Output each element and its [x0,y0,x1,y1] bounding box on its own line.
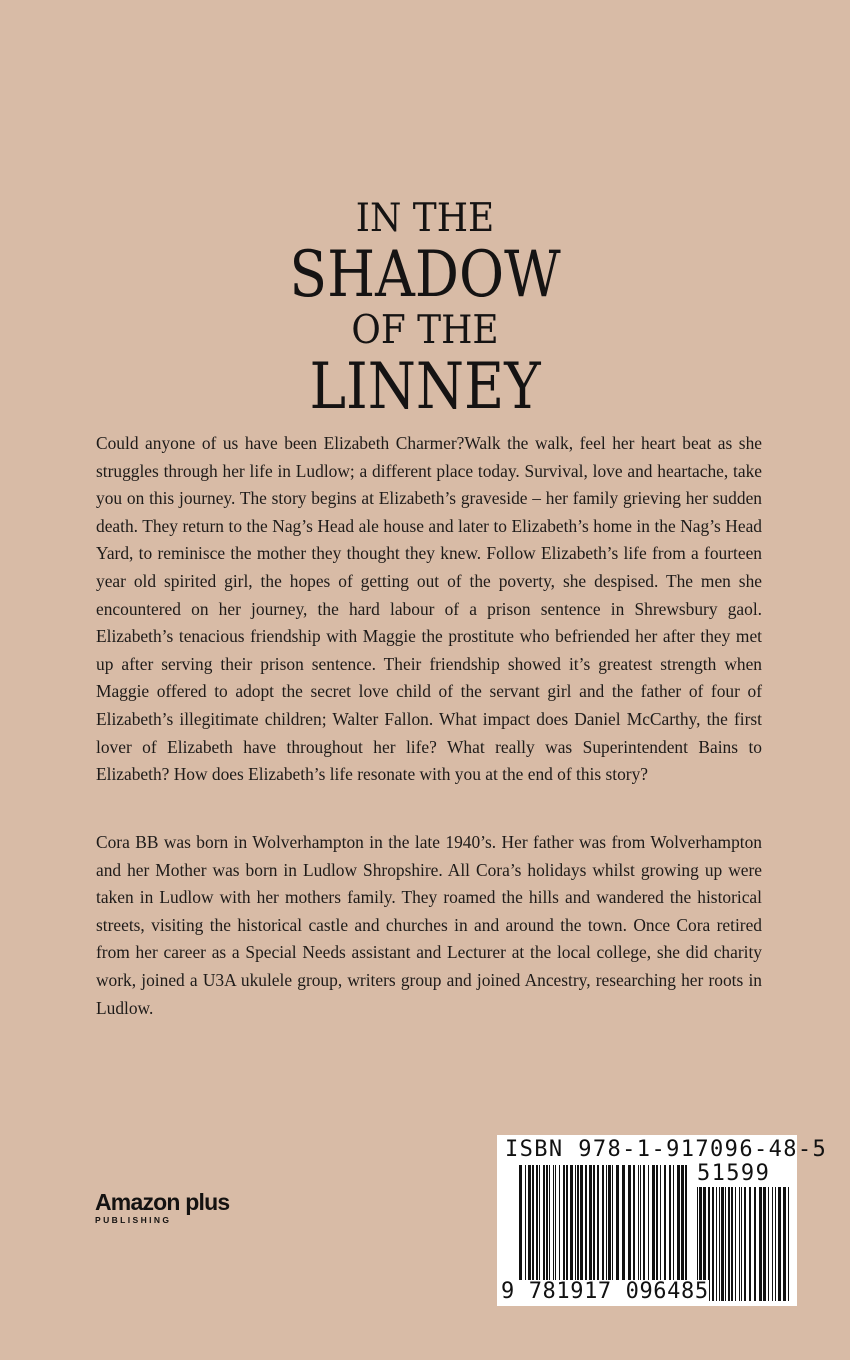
barcode-bar [739,1187,740,1301]
barcode-bar [553,1165,554,1285]
barcode-bar [519,1165,522,1285]
barcode-bar [536,1165,538,1285]
barcode-bar [648,1165,649,1285]
barcode-bar [741,1187,742,1301]
barcode-bar [669,1165,671,1285]
barcode-bar [555,1165,556,1285]
barcode-bar [719,1187,720,1301]
barcode-bar [528,1165,531,1285]
title-line-1: IN THE [355,196,495,241]
barcode-bar [772,1187,773,1301]
barcode-bar [525,1165,526,1285]
barcode-bar [580,1165,583,1285]
barcode-bar [563,1165,565,1285]
barcode-bar [759,1187,762,1301]
isbn-label: ISBN 978-1-917096-48-5 [505,1137,828,1162]
barcode-bar [570,1165,573,1285]
book-title [0,195,850,424]
barcode-bar [712,1187,714,1301]
barcode-bar [725,1187,726,1301]
barcode-bar [575,1165,576,1285]
barcode-bar [559,1165,560,1285]
publisher-logo [95,1190,229,1225]
barcode-bar [539,1165,540,1285]
barcode-bar [622,1165,625,1285]
barcode-bar [788,1187,789,1301]
barcode-bar [532,1165,534,1285]
barcode-bar [735,1187,736,1301]
barcode-bar [664,1165,666,1285]
barcode-bar [677,1165,680,1285]
title-line-2: SHADOW [289,238,561,312]
price-code: 51599 [697,1161,771,1186]
barcode-bar [783,1187,786,1301]
barcode-bar [681,1165,684,1285]
barcode-bar [754,1187,756,1301]
barcode-bar [577,1165,579,1285]
barcode-bar [656,1165,658,1285]
barcode-bar [749,1187,751,1301]
barcode-bar [768,1187,769,1301]
publisher-name: Amazon plus [95,1189,230,1215]
barcode-bar [585,1165,587,1285]
barcode-bar [775,1187,776,1301]
barcode-bar [728,1187,730,1301]
author-bio-paragraph: Cora BB was born in Wolverhampton in the late 1940’s. Her father was from Wolverhampton and her Mother was born in Ludlow Shropshire. All Cora’s holidays whilst growing up were taken in Ludlow with her mothers family. They roamed the hills and wandered the historical streets, visiting the historical castle and churches in and around the town. Once Cora retired from her career as a Special Needs assistant and Lecturer at the local college, she did charity work, joined a U3A ukulele group, writers group and joined Ancestry, researching her roots in Ludlow. [96,832,762,1018]
barcode-bar [616,1165,619,1285]
barcode-bar [628,1165,631,1285]
isbn-barcode [497,1135,828,1306]
barcode-bar [640,1165,641,1285]
barcode-bar [566,1165,568,1285]
barcode-bar [652,1165,655,1285]
barcode-bar [744,1187,746,1301]
barcode-bar [597,1165,599,1285]
barcode-bar [778,1187,781,1301]
barcode-bar [612,1165,613,1285]
title-line-3: OF THE [351,308,499,353]
barcode-bar [549,1165,550,1285]
barcode-bar [638,1165,639,1285]
barcode-bar [673,1165,674,1285]
barcode-bar [763,1187,766,1301]
barcode-bar [543,1165,545,1285]
barcode-bar [643,1165,645,1285]
barcode-bar [546,1165,548,1285]
barcode-bar [608,1165,611,1285]
barcode-bar [660,1165,661,1285]
barcode-bar [593,1165,595,1285]
barcode-bar [602,1165,604,1285]
barcode-bar [685,1165,687,1285]
barcode-bar [589,1165,592,1285]
barcode-bar [716,1187,717,1301]
title-line-4: LINNEY [309,350,541,424]
barcode-bar [633,1165,635,1285]
ean-digits: 9 781917 096485 [501,1279,709,1304]
barcode-bar [721,1187,724,1301]
synopsis-paragraph: Could anyone of us have been Elizabeth Charmer?Walk the walk, feel her heart beat as she struggles through her life in Ludlow; a different place today. Survival, love and heartache, take you on this journey. The story begins at Elizabeth’s graveside – her family grieving her sudden death. They return to the Nag’s Head ale house and later to Elizabeth’s home in the Nag’s Head Yard, to reminisce the mother they thought they knew. Follow Elizabeth’s life from a fourteen year old spirited girl, the hopes of getting out of the poverty, she despised. The men she encountered on her journey, the hard labour of a prison sentence in Shrewsbury gaol. Elizabeth’s tenacious friendship with Maggie the prostitute who befriended her after they met up after serving their prison sentence. Their friendship showed it’s greatest strength when Maggie offered to adopt the secret love child of the servant girl and the father of four of Elizabeth’s illegitimate children; Walter Fallon. What impact does Daniel McCarthy, the first lover of Elizabeth have throughout her life? What really was Superintendent Bains to Elizabeth? How does Elizabeth’s life resonate with you at the end of this story? [96,433,762,785]
barcode-bar [731,1187,733,1301]
publisher-subtitle: PUBLISHING [95,1215,172,1225]
barcode-bar [606,1165,607,1285]
